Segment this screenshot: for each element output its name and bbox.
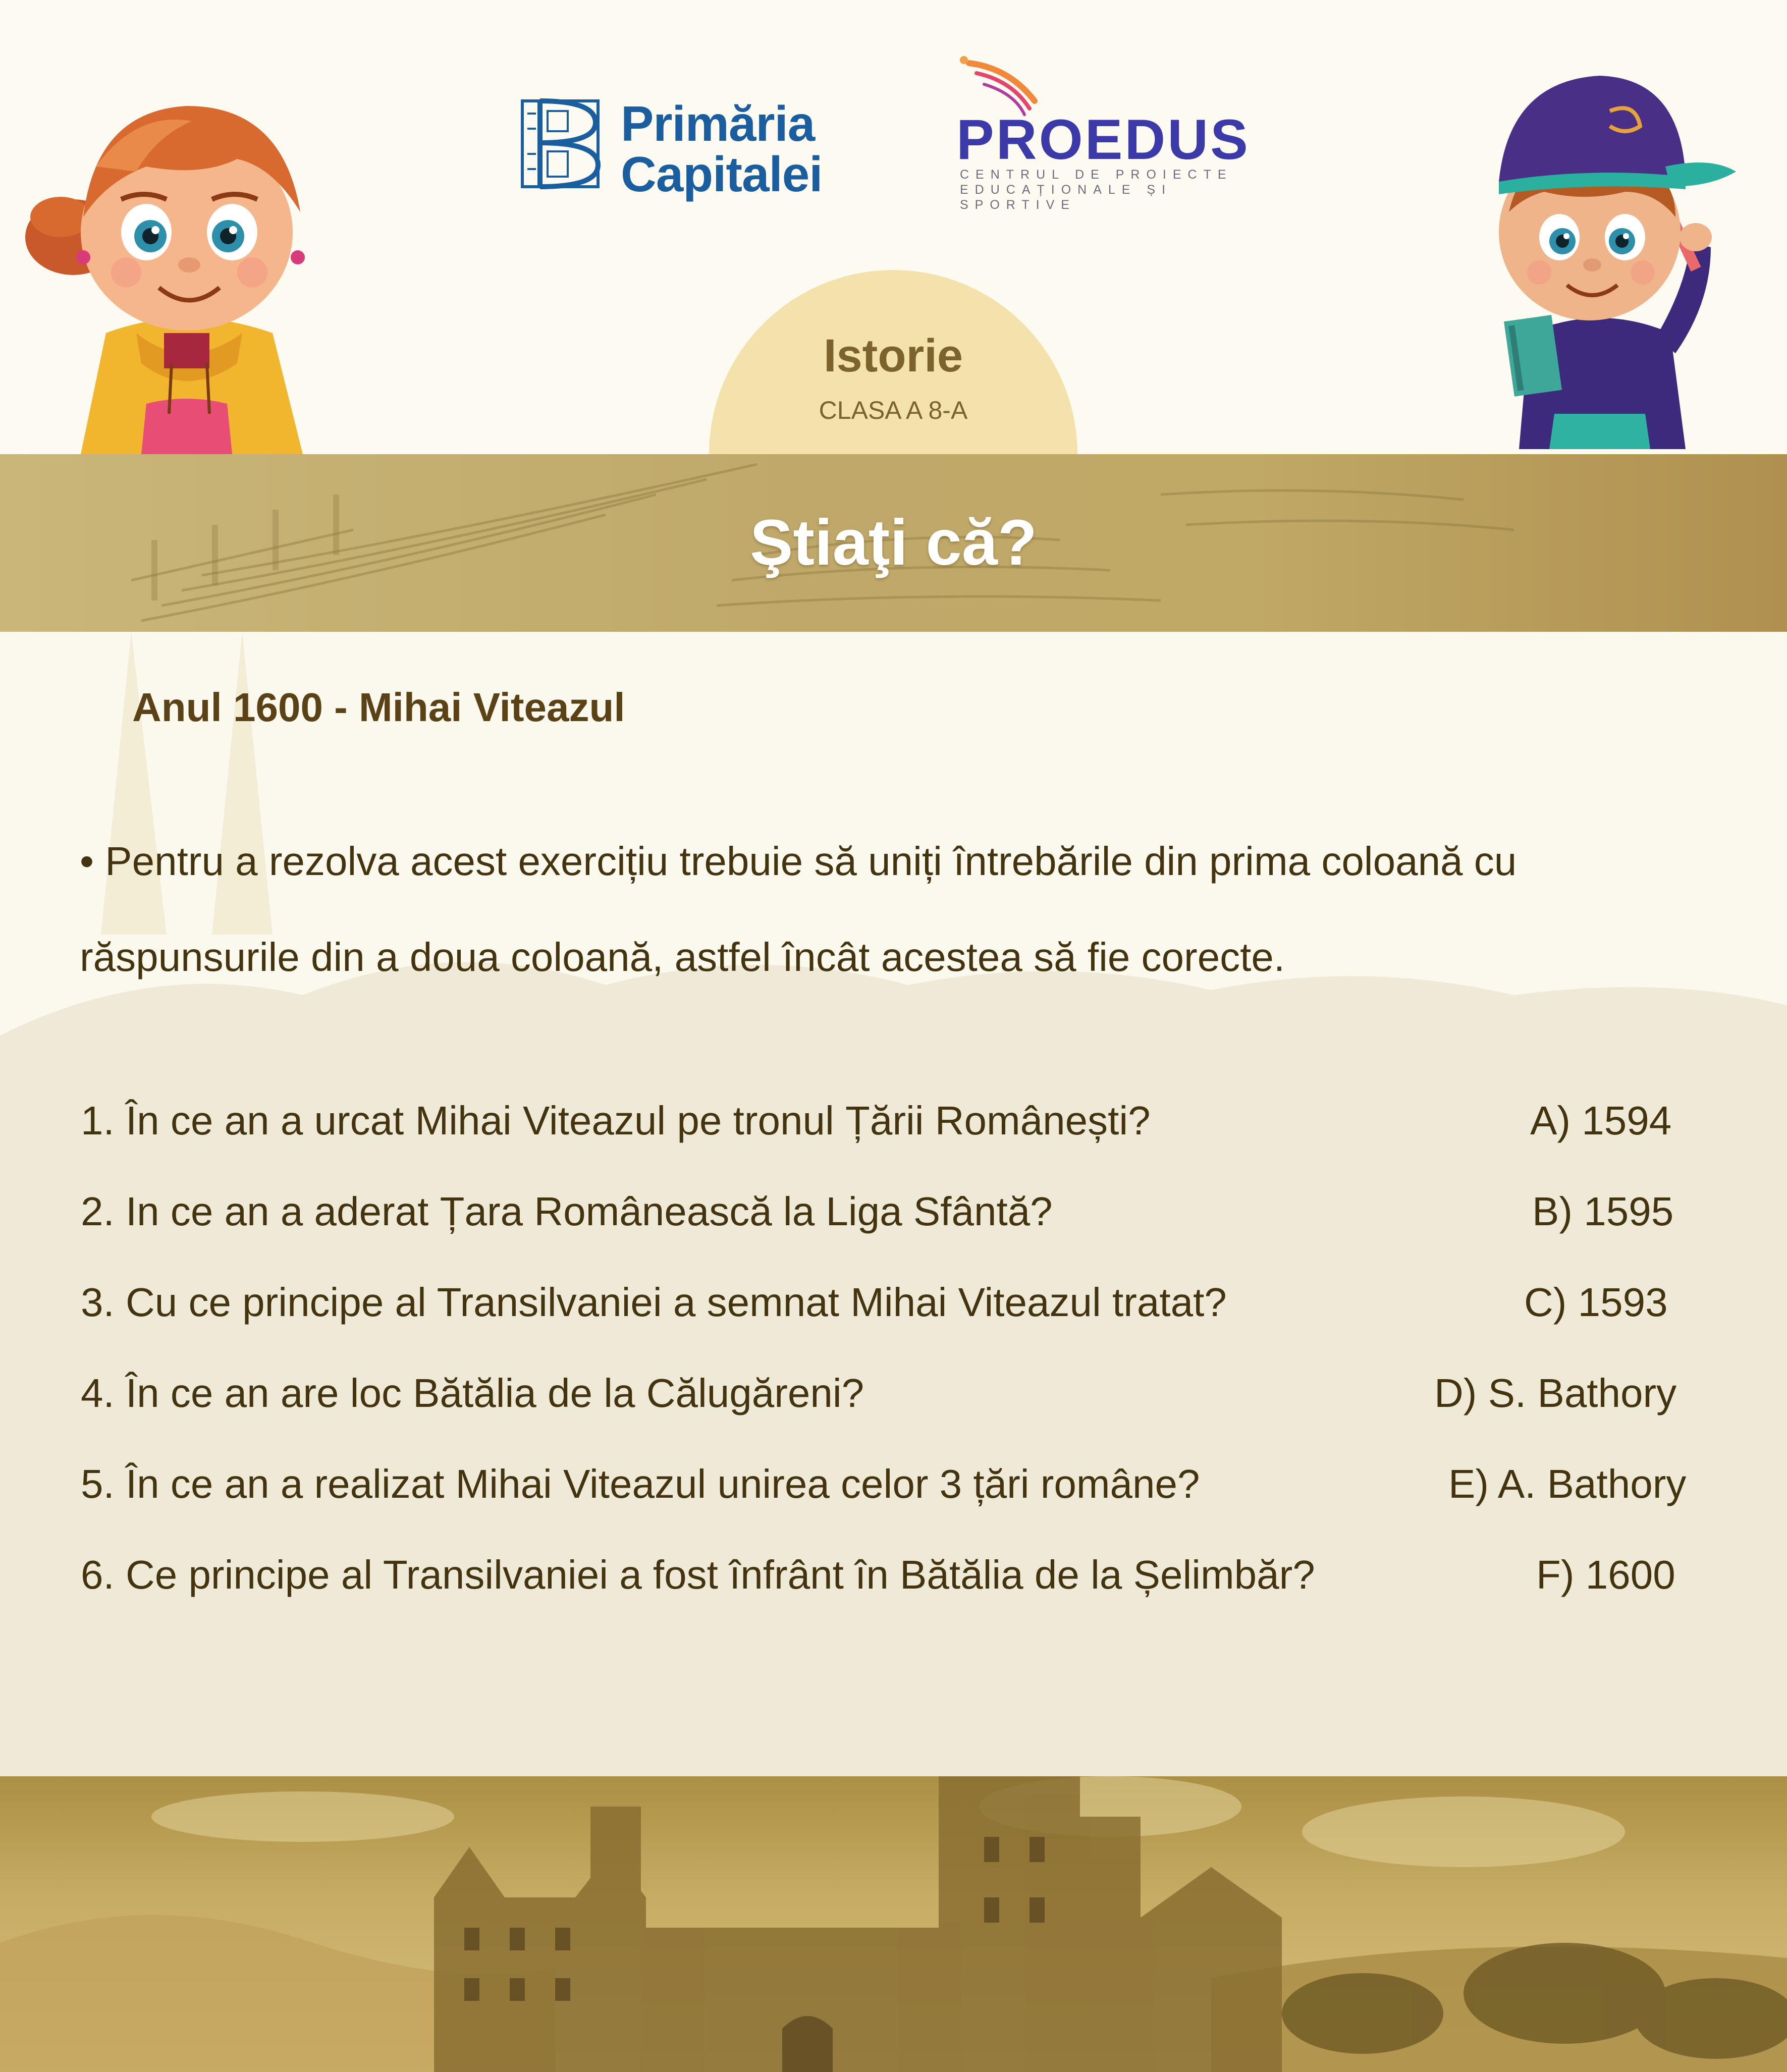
question-item: 1. În ce an a urcat Mihai Viteazul pe tronul Țării Românești?: [81, 1098, 1151, 1143]
header: [0, 0, 1787, 454]
answer-item: E) A. Bathory: [1448, 1461, 1687, 1506]
question-item: 3. Cu ce principe al Transilvaniei a semnat Mihai Viteazul tratat?: [81, 1280, 1227, 1325]
content-area: [0, 632, 1787, 1776]
proedus-tagline: CENTRUL DE PROIECTE EDUCAȚIONALE ȘI SPORTIVE: [960, 168, 1233, 212]
answer-item: D) S. Bathory: [1434, 1371, 1677, 1415]
castle-footer-illustration: [0, 1776, 1787, 2072]
answer-item: C) 1593: [1524, 1280, 1668, 1325]
section-heading: Anul 1600 - Mihai Viteazul: [132, 685, 625, 730]
primaria-capitalei-logo: [520, 96, 853, 202]
primaria-name: Primăria Capitalei: [621, 96, 823, 202]
primaria-building-logo-icon: [520, 98, 601, 189]
answer-item: F) 1600: [1536, 1552, 1675, 1597]
question-item: 2. In ce an a aderat Țara Românească la Liga Sfântă?: [81, 1189, 1053, 1234]
grade-label: CLASA A 8-A: [819, 396, 968, 424]
boy-mascot-illustration: [1474, 50, 1756, 454]
question-item: 6. Ce principe al Transilvaniei a fost înfrânt în Bătălia de la Șelimbăr?: [81, 1552, 1315, 1597]
answer-item: B) 1595: [1532, 1189, 1674, 1234]
question-item: 5. În ce an a realizat Mihai Viteazul unirea celor 3 țări române?: [81, 1461, 1200, 1506]
page-title: Ştiaţi că?: [749, 507, 1038, 579]
answer-item: A) 1594: [1530, 1098, 1672, 1143]
proedus-logo: [949, 53, 1262, 212]
instructions-text: • Pentru a rezolva acest exercițiu trebuie să uniți întrebările din prima coloană cu răspunsurile din a doua coloană, astfel încât acestea să fie corecte.: [80, 839, 1517, 979]
title-band: [0, 454, 1787, 632]
subject-label: Istorie: [823, 330, 963, 381]
proedus-brand: PROEDUS: [956, 108, 1250, 171]
question-item: 4. În ce an are loc Bătălia de la Călugăreni?: [81, 1371, 864, 1415]
girl-mascot-illustration: [20, 50, 373, 454]
